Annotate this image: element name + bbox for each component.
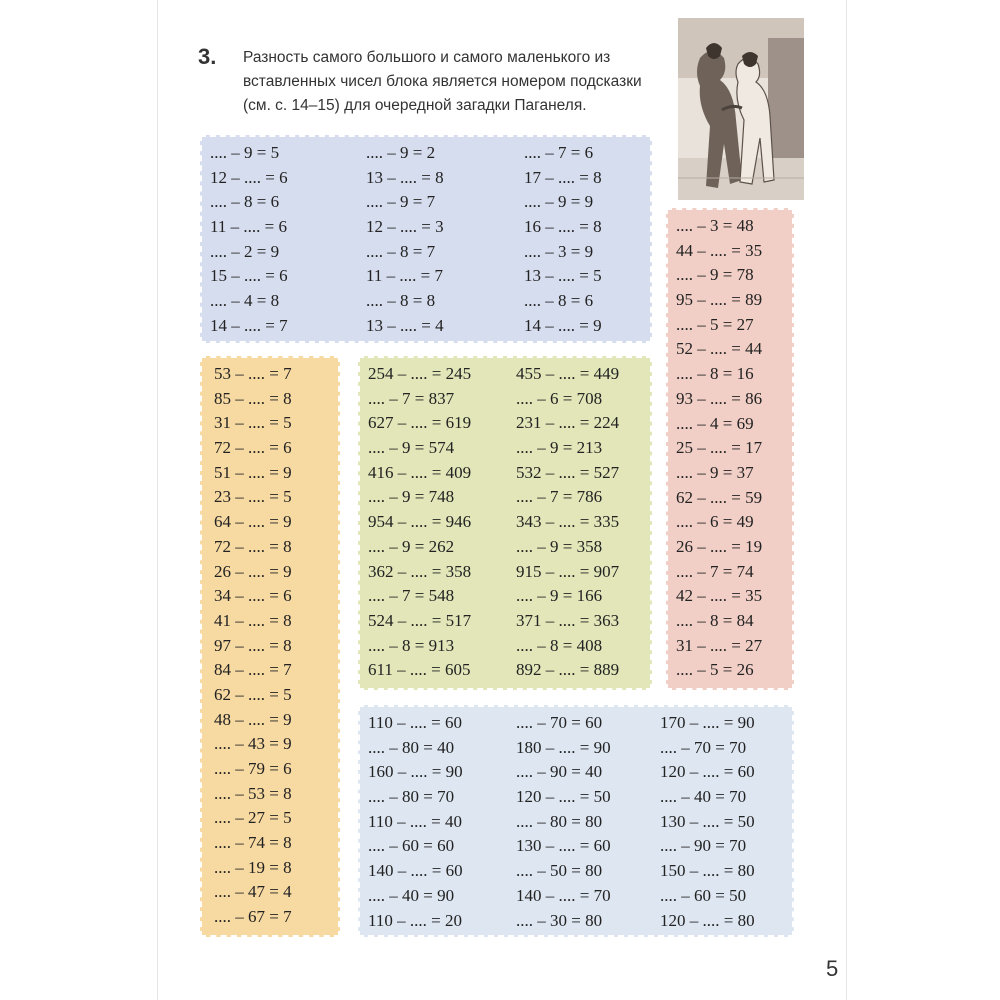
equation: .... – 5 = 27	[676, 314, 754, 334]
block-right-pink	[666, 208, 794, 690]
equation: 51 – .... = 9	[214, 462, 292, 482]
equation: .... – 50 = 80	[516, 861, 603, 881]
equation: 362 – .... = 358	[368, 561, 472, 581]
equation: .... – 8 = 6	[524, 291, 594, 311]
top-blue-column-2	[366, 141, 444, 339]
task-line-3: (см. с. 14–15) для очередной загадки Паганеля.	[243, 97, 587, 114]
equation: 97 – .... = 8	[214, 635, 292, 655]
equation: 416 – .... = 409	[368, 462, 472, 482]
equation: 14 – .... = 7	[210, 315, 288, 335]
equation: .... – 6 = 708	[516, 388, 603, 408]
equation: .... – 8 = 16	[676, 364, 754, 384]
equation: 532 – .... = 527	[516, 462, 620, 482]
equation: 170 – .... = 90	[660, 713, 755, 732]
equation: 14 – .... = 9	[524, 315, 602, 335]
equation: .... – 8 = 8	[366, 291, 436, 311]
equation: 13 – .... = 8	[366, 167, 444, 187]
equation: .... – 9 = 5	[210, 143, 280, 162]
engraving-illustration	[678, 18, 804, 200]
equation: .... – 90 = 40	[516, 762, 603, 782]
equation: .... – 9 = 574	[368, 438, 455, 458]
equation: .... – 8 = 7	[366, 241, 436, 261]
engraving-two-men-image	[678, 18, 804, 200]
equation: .... – 4 = 69	[676, 413, 754, 433]
block-bottom-blue	[358, 705, 794, 937]
equation: 180 – .... = 90	[516, 737, 611, 757]
equation: 72 – .... = 8	[214, 536, 292, 556]
equation: .... – 40 = 70	[660, 787, 747, 807]
equation: .... – 43 = 9	[214, 734, 292, 754]
equation: .... – 7 = 74	[676, 561, 754, 581]
equation: 64 – .... = 9	[214, 512, 292, 532]
equation: .... – 60 = 60	[368, 836, 455, 856]
equation: .... – 27 = 5	[214, 808, 292, 828]
equation: 17 – .... = 8	[524, 167, 602, 187]
equation: 130 – .... = 50	[660, 811, 755, 831]
equation: 26 – .... = 19	[676, 536, 763, 556]
equation: .... – 67 = 7	[214, 907, 292, 927]
equation: 231 – .... = 224	[516, 413, 620, 433]
bottom-blue-column-3	[660, 711, 755, 933]
equation: 110 – .... = 40	[368, 811, 462, 831]
equation: 150 – .... = 80	[660, 861, 755, 881]
equation: .... – 5 = 26	[676, 660, 754, 680]
equation: 611 – .... = 605	[368, 660, 471, 680]
equation: 120 – .... = 80	[660, 910, 755, 930]
equation: 130 – .... = 60	[516, 836, 611, 856]
equation: 954 – .... = 946	[368, 512, 472, 532]
equation: 85 – .... = 8	[214, 388, 292, 408]
equation: 343 – .... = 335	[516, 512, 620, 532]
equation: .... – 9 = 262	[368, 536, 455, 556]
equation: .... – 70 = 60	[516, 713, 603, 732]
equation: 13 – .... = 4	[366, 315, 444, 335]
right-pink-column	[676, 214, 762, 683]
equation: 11 – .... = 6	[210, 217, 287, 237]
task-line-1: Разность самого большого и самого маленького из	[243, 49, 611, 66]
equation: .... – 9 = 37	[676, 462, 754, 482]
equation: .... – 90 = 70	[660, 836, 747, 856]
equation: 15 – .... = 6	[210, 266, 288, 286]
equation: 53 – .... = 7	[214, 364, 292, 383]
equation: .... – 7 = 6	[524, 143, 594, 162]
equation: .... – 60 = 50	[660, 885, 747, 905]
equation: 160 – .... = 90	[368, 762, 463, 782]
equation: .... – 3 = 9	[524, 241, 594, 261]
top-blue-column-1	[210, 141, 288, 339]
equation: 72 – .... = 6	[214, 438, 292, 458]
block-top-blue	[200, 135, 652, 343]
equation: 12 – .... = 6	[210, 167, 288, 187]
equation: .... – 53 = 8	[214, 783, 292, 803]
equation: .... – 74 = 8	[214, 833, 292, 853]
equation: 892 – .... = 889	[516, 660, 620, 680]
equation: .... – 2 = 9	[210, 241, 280, 261]
equation: 371 – .... = 363	[516, 610, 620, 630]
equation: 31 – .... = 27	[676, 635, 763, 655]
equation: .... – 6 = 49	[676, 512, 754, 532]
equation: .... – 80 = 40	[368, 737, 455, 757]
equation: .... – 80 = 80	[516, 811, 603, 831]
equation: .... – 7 = 837	[368, 388, 455, 408]
equation: 31 – .... = 5	[214, 413, 292, 433]
equation: 25 – .... = 17	[676, 438, 763, 458]
middle-green-column-2	[516, 362, 619, 683]
equation: .... – 9 = 9	[524, 192, 594, 212]
equation: .... – 79 = 6	[214, 759, 292, 778]
equation: 455 – .... = 449	[516, 364, 620, 383]
equation: .... – 47 = 4	[214, 882, 292, 902]
equation: .... – 7 = 548	[368, 586, 455, 606]
equation: .... – 19 = 8	[214, 857, 292, 877]
equation: 140 – .... = 60	[368, 861, 463, 881]
equation: 34 – .... = 6	[214, 586, 292, 606]
equation: .... – 40 = 90	[368, 885, 455, 905]
equation: 62 – .... = 5	[214, 684, 292, 704]
equation: .... – 7 = 786	[516, 487, 603, 507]
bottom-blue-column-2	[516, 711, 611, 933]
equation: .... – 9 = 2	[366, 143, 436, 162]
equation: 254 – .... = 245	[368, 364, 472, 383]
equation: 120 – .... = 50	[516, 787, 611, 807]
equation: .... – 8 = 6	[210, 192, 280, 212]
page-number: 5	[826, 956, 839, 981]
equation: .... – 8 = 913	[368, 635, 455, 655]
equation: 110 – .... = 60	[368, 713, 462, 732]
equation: 95 – .... = 89	[676, 290, 763, 310]
task-line-2: вставленных чисел блока является номером подсказки	[243, 73, 642, 90]
equation: .... – 8 = 84	[676, 611, 754, 630]
equation: .... – 8 = 408	[516, 635, 603, 655]
equation: 524 – .... = 517	[368, 610, 472, 630]
equation: .... – 30 = 80	[516, 910, 603, 930]
equation: 62 – .... = 59	[676, 487, 763, 507]
equation: 41 – .... = 8	[214, 610, 292, 630]
equation: 11 – .... = 7	[366, 266, 443, 286]
equation: 42 – .... = 35	[676, 586, 763, 606]
equation: .... – 9 = 78	[676, 265, 754, 285]
equation: 110 – .... = 20	[368, 910, 462, 930]
equation: .... – 9 = 358	[516, 536, 603, 556]
equation: .... – 9 = 166	[516, 586, 603, 606]
equation: .... – 3 = 48	[676, 216, 754, 235]
task-number: 3.	[198, 44, 217, 69]
equation: .... – 9 = 748	[368, 487, 455, 507]
equation: 52 – .... = 44	[676, 339, 763, 359]
equation: .... – 9 = 213	[516, 438, 603, 458]
task-instructions	[243, 46, 683, 118]
equation: 84 – .... = 7	[214, 660, 292, 680]
equation: 48 – .... = 9	[214, 709, 292, 729]
equation: .... – 9 = 7	[366, 192, 436, 212]
equation: 915 – .... = 907	[516, 561, 620, 581]
equation: 16 – .... = 8	[524, 217, 602, 237]
equation: .... – 4 = 8	[210, 291, 280, 311]
equation: 120 – .... = 60	[660, 762, 755, 782]
equation: 13 – .... = 5	[524, 266, 602, 286]
equation: 44 – .... = 35	[676, 240, 763, 260]
equation: .... – 80 = 70	[368, 787, 455, 807]
middle-green-column-1	[368, 362, 471, 683]
bottom-blue-column-1	[368, 711, 463, 933]
equation: 140 – .... = 70	[516, 885, 611, 905]
block-middle-green	[358, 356, 652, 690]
equation: 26 – .... = 9	[214, 561, 292, 581]
block-left-orange	[200, 356, 340, 937]
equation: 23 – .... = 5	[214, 487, 292, 507]
top-blue-column-3	[524, 141, 602, 339]
equation: 12 – .... = 3	[366, 217, 444, 237]
equation: 627 – .... = 619	[368, 413, 472, 433]
equation: 93 – .... = 86	[676, 388, 763, 408]
equation: .... – 70 = 70	[660, 737, 747, 757]
left-orange-column	[214, 362, 292, 930]
